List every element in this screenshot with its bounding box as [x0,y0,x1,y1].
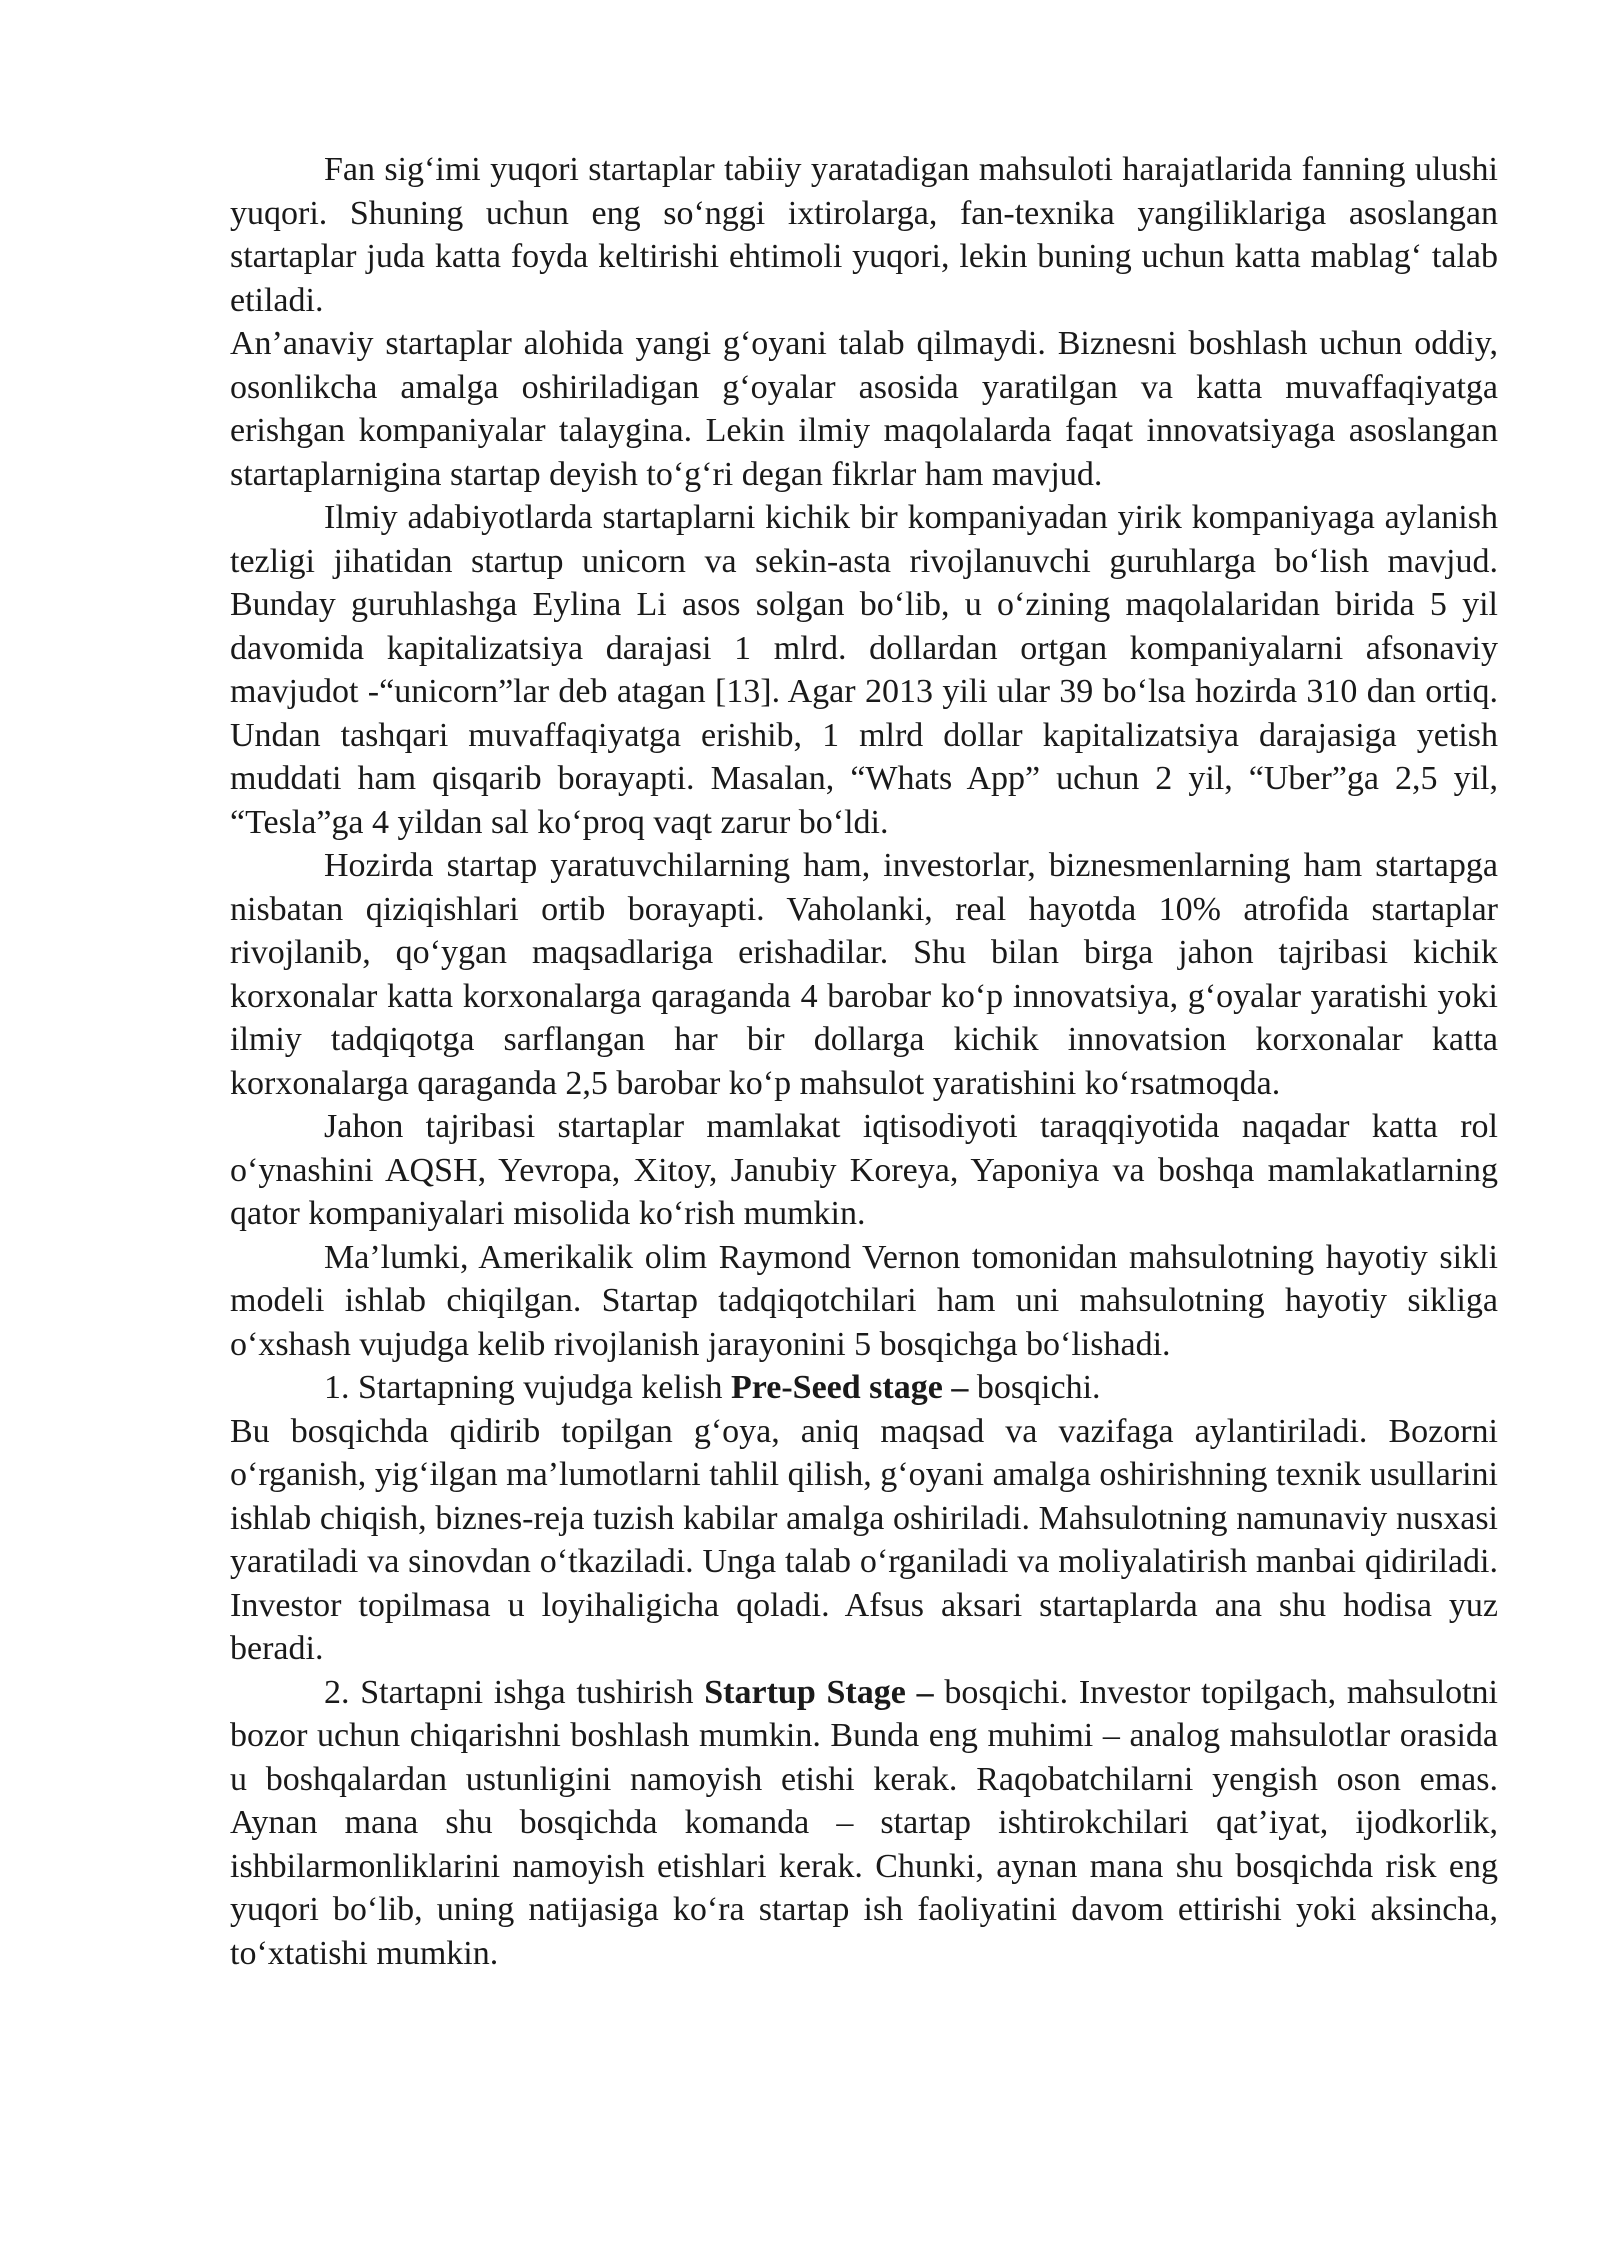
stage-2-paragraph [230,1671,1498,1976]
paragraph-interest: Hozirda startap yaratuvchilarning ham, investorlar, biznesmenlarning ham startapga nisbatan qiziqishlari ortib borayapti. Vaholanki, real hayotda 10% atrofida startaplar rivojlanib, qo‘ygan maqsadlariga erishadilar. Shu bilan birga jahon tajribasi kichik korxonalar katta korxonalarga qaraganda 4 barobar ko‘p innovatsiya, g‘oyalar yaratishi yoki ilmiy tadqiqotga sarflangan har bir dollarga kichik innovatsion korxonalar katta korxonalarga qaraganda 2,5 barobar ko‘p mahsulot yaratishini ko‘rsatmoqda. [230,847,1498,1102]
stage-1-suffix: bosqichi. [968,1369,1101,1406]
stage-1-name: Pre-Seed stage – [731,1369,969,1406]
stage-1-prefix: 1. Startapning vujudga kelish [324,1369,732,1406]
stage-1-description: Bu bosqichda qidirib topilgan g‘oya, aniq maqsad va vazifaga aylantiriladi. Bozorni o‘rganish, yig‘ilgan ma’lumotlarni tahlil qilish, g‘oyani amalga oshirishning texnik usullarini ishlab chiqish, biznes-reja tuzish kabilar amalga oshiriladi. Mahsulotning namunaviy nusxasi yaratiladi va sinovdan o‘tkaziladi. Unga talab o‘rganiladi va moliyalatirish manbai qidiriladi. Investor topilmasa u loyihaligicha qoladi. Afsus aksari startaplarda ana shu hodisa yuz beradi. [230,1412,1498,1667]
stage-1-heading [230,1366,1498,1410]
document-page [230,148,1498,1975]
stage-2-name: Startup Stage – [704,1673,934,1711]
paragraph-science-startups: Fan sig‘imi yuqori startaplar tabiiy yaratadigan mahsuloti harajatlarida fanning ulushi yuqori. Shuning uchun eng so‘nggi ixtirolarga, fan-texnika yangiliklariga asoslangan startaplar juda katta foyda keltirishi ehtimoli yuqori, lekin buning uchun katta mablag‘ talab etiladi. [230,151,1498,319]
paragraph-unicorn: Ilmiy adabiyotlarda startaplarni kichik bir kompaniyadan yirik kompaniyaga aylanish tezligi jihatidan startup unicorn va sekin-asta rivojlanuvchi guruhlarga bo‘lish mavjud. Bunday guruhlashga Eylina Li asos solgan bo‘lib, u o‘zining maqolalaridan birida 5 yil davomida kapitalizatsiya darajasi 1 mlrd. dollardan ortgan kompaniyalarni afsonaviy mavjudot -“unicorn”lar deb atagan [13]. Agar 2013 yili ular 39 bo‘lsa hozirda 310 dan ortiq. Undan tashqari muvaffaqiyatga erishib, 1 mlrd dollar kapitalizatsiya darajasiga yetish muddati ham qisqarib borayapti. Masalan, “Whats App” uchun 2 yil, “Uber”ga 2,5 yil, “Tesla”ga 4 yildan sal ko‘proq vaqt zarur bo‘ldi. [230,499,1498,841]
paragraph-world-experience: Jahon tajribasi startaplar mamlakat iqtisodiyoti taraqqiyotida naqadar katta rol o‘ynashini AQSH, Yevropa, Xitoy, Janubiy Koreya, Yaponiya va boshqa mamlakatlarning qator kompaniyalari misolida ko‘rish mumkin. [230,1108,1498,1232]
stage-2-prefix: 2. Startapni ishga tushirish [324,1673,705,1711]
stage-2-text: bosqichi. Investor topilgach, mahsulotni bozor uchun chiqarishni boshlash mumkin. Bunda eng muhimi – analog mahsulotlar orasida u boshqalardan ustunligini namoyish etishi kerak. Raqobatchilarni yengish oson emas. Aynan mana shu bosqichda komanda – startap ishtirokchilari qat’iyat, ijodkorlik, ishbilarmonliklarini namoyish etishlari kerak. Chunki, aynan mana shu bosqichda risk eng yuqori bo‘lib, uning natijasiga ko‘ra startap ish faoliyatini davom ettirishi yoki aksincha, to‘xtatishi mumkin. [230,1673,1498,1972]
paragraph-traditional-startups: An’anaviy startaplar alohida yangi g‘oyani talab qilmaydi. Biznesni boshlash uchun oddiy, osonlikcha amalga oshiriladigan g‘oyalar asosida yaratilgan va katta muvaffaqiyatga erishgan kompaniyalar talaygina. Lekin ilmiy maqolalarda faqat innovatsiyaga asoslangan startaplarnigina startap deyish to‘g‘ri degan fikrlar ham mavjud. [230,325,1498,493]
paragraph-life-cycle: Ma’lumki, Amerikalik olim Raymond Vernon tomonidan mahsulotning hayotiy sikli modeli ishlab chiqilgan. Startap tadqiqotchilari ham uni mahsulotning hayotiy sikliga o‘xshash vujudga kelib rivojlanish jarayonini 5 bosqichga bo‘lishadi. [230,1238,1498,1363]
